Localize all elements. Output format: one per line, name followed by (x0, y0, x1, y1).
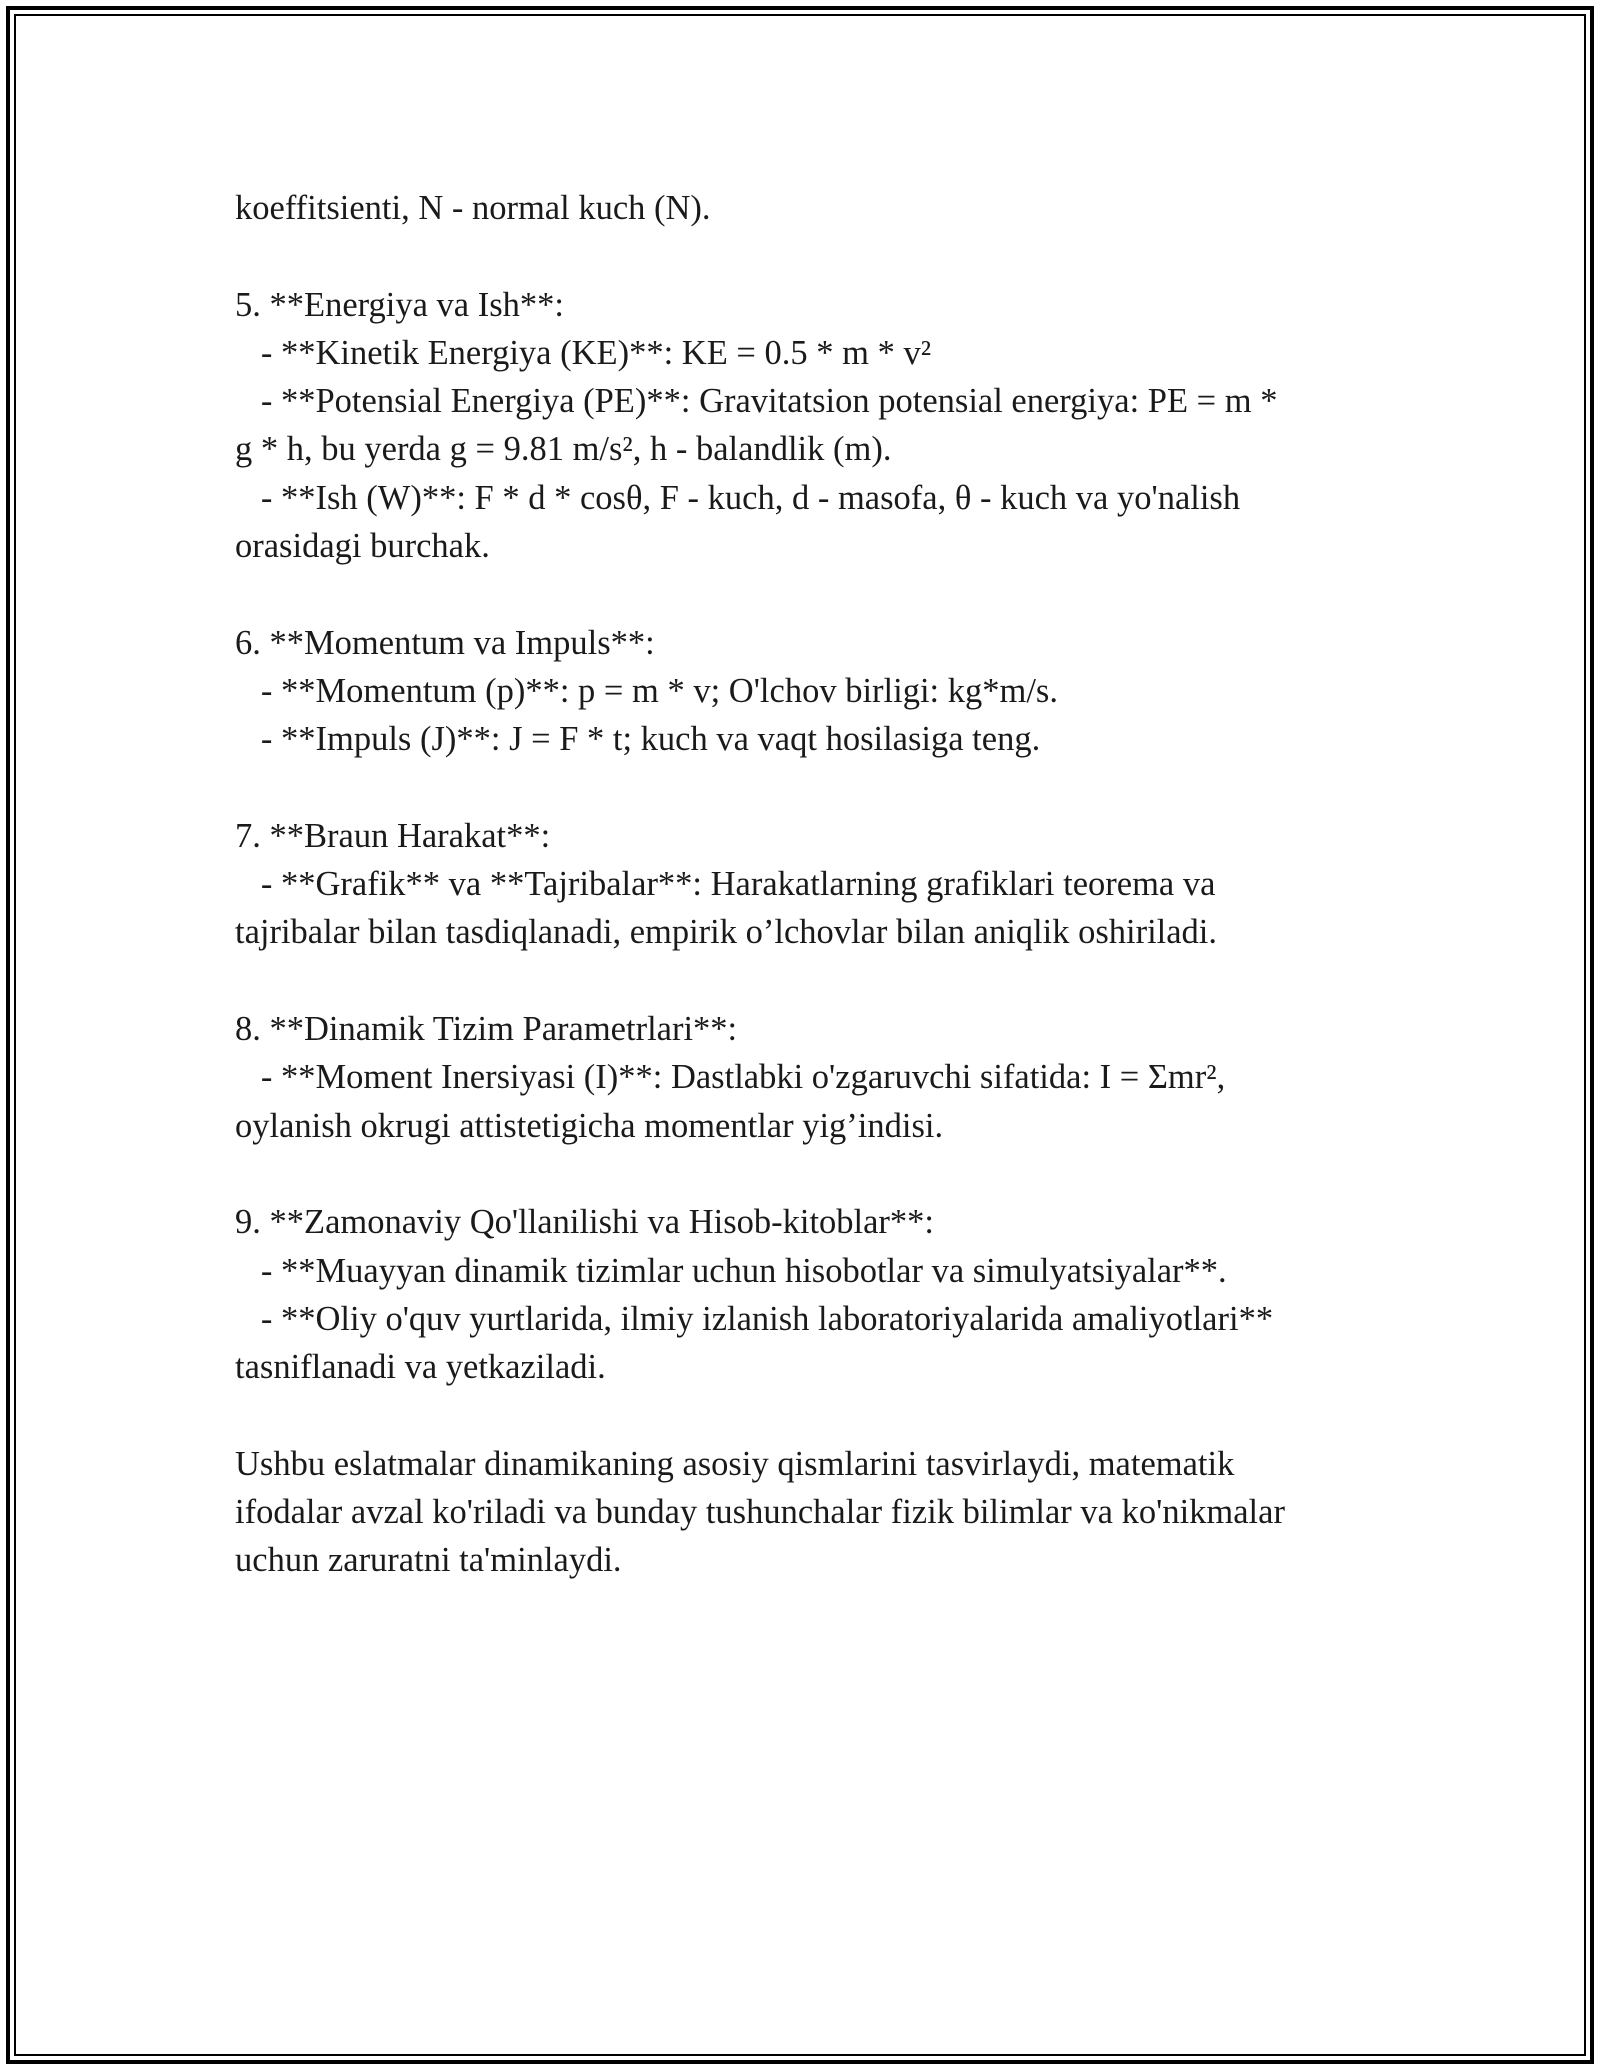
text-line: tajribalar bilan tasdiqlanadi, empirik o’lchovlar bilan aniqlik oshiriladi. (235, 913, 1218, 952)
summary-line: uchun zaruratni ta'minlaydi. (235, 1541, 622, 1580)
blank-line (235, 1391, 1365, 1439)
text-line: - **Impuls (J)**: J = F * t; kuch va vaqt hosilasiga teng. (235, 720, 1041, 759)
text-line: - **Potensial Energiya (PE)**: Gravitatsion potensial energiya: PE = m * (235, 382, 1278, 421)
blank-line (235, 1150, 1365, 1198)
blank-line (235, 764, 1365, 812)
text-line: - **Momentum (p)**: p = m * v; O'lchov birligi: kg*m/s. (235, 671, 1058, 710)
text-line: - **Oliy o'quv yurtlarida, ilmiy izlanish laboratoriyalarida amaliyotlari** (235, 1299, 1274, 1338)
blank-line (235, 570, 1365, 618)
text-line: orasidagi burchak. (235, 527, 490, 566)
blank-line (235, 232, 1365, 280)
summary-line: ifodalar avzal ko'riladi va bunday tushunchalar fizik bilimlar va ko'nikmalar (235, 1493, 1285, 1532)
section-heading: 8. **Dinamik Tizim Parametrlari**: (235, 1010, 738, 1049)
text-line: - **Muayyan dinamik tizimlar uchun hisobotlar va simulyatsiyalar**. (235, 1251, 1227, 1290)
section-heading: 5. **Energiya va Ish**: (235, 285, 564, 324)
blank-line (235, 957, 1365, 1005)
summary-line: Ushbu eslatmalar dinamikaning asosiy qismlarini tasvirlaydi, matematik (235, 1444, 1235, 1483)
text-line: - **Ish (W)**: F * d * cosθ, F - kuch, d - masofa, θ - kuch va yo'nalish (235, 478, 1241, 517)
text-line: g * h, bu yerda g = 9.81 m/s², h - balandlik (m). (235, 430, 892, 469)
text-line: tasniflanadi va yetkaziladi. (235, 1348, 606, 1387)
text-line: - **Moment Inersiyasi (I)**: Dastlabki o'zgaruvchi sifatida: I = Σmr², (235, 1058, 1226, 1097)
section-heading: 7. **Braun Harakat**: (235, 816, 551, 855)
text-line: - **Kinetik Energiya (KE)**: KE = 0.5 * m * v² (235, 333, 932, 372)
text-line: - **Grafik** va **Tajribalar**: Harakatlarning grafiklari teorema va (235, 865, 1216, 904)
section-heading: 9. **Zamonaviy Qo'llanilishi va Hisob-kitoblar**: (235, 1203, 934, 1242)
text-line: koeffitsienti, N - normal kuch (N). (235, 189, 711, 227)
section-heading: 6. **Momentum va Impuls**: (235, 623, 655, 662)
text-line: oylanish okrugi attistetigicha momentlar yig’indisi. (235, 1106, 944, 1145)
document-body (235, 184, 1365, 1585)
